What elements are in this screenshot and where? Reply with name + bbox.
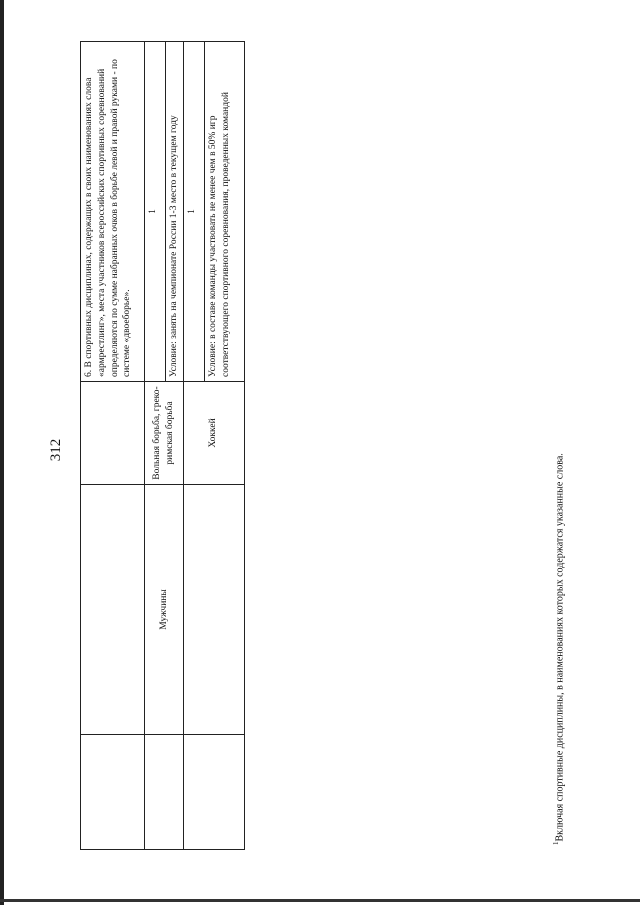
table-cell: [183, 485, 244, 735]
table-row: [81, 42, 145, 850]
discipline-cell-hockey: Хоккей: [183, 382, 244, 485]
condition-cell-wrestling: Условие: занять на чемпионате России 1-3 место в текущем году: [166, 42, 184, 382]
discipline-cell-wrestling: Вольная борьба, греко-римская борьба: [145, 382, 184, 485]
table-cell: [81, 485, 145, 735]
rule-note-cell: 6. В спортивных дисциплинах, содержащих в своих наименованиях слова «армрестлинг», места участников всероссийских спортивных соревнований определяются по сумме набранных очков в борьбе левой и правой руками - по системе «двоеборье».: [81, 42, 145, 382]
group-cell-men: Мужчины: [145, 485, 184, 735]
sports-table: [80, 41, 245, 850]
value-cell-hockey: 1: [183, 42, 204, 382]
table-cell: [145, 735, 184, 850]
condition-cell-hockey: Условие: в составе команды участвовать не менее чем в 50% игр соответствующего спортивного соревнования, проведенных командой: [204, 42, 244, 382]
table-row: [145, 42, 166, 850]
footnote-marker: 1: [552, 841, 560, 845]
footnote-text: Включая спортивные дисциплины, в наименованиях которых содержатся указанные слова.: [554, 453, 566, 842]
footnote: [552, 45, 565, 845]
value-cell-wrestling: 1: [145, 42, 166, 382]
table-row: [183, 42, 204, 850]
page-number: 312: [48, 438, 64, 462]
table-cell: [183, 735, 244, 850]
table-cell: [81, 735, 145, 850]
table-cell: [81, 382, 145, 485]
